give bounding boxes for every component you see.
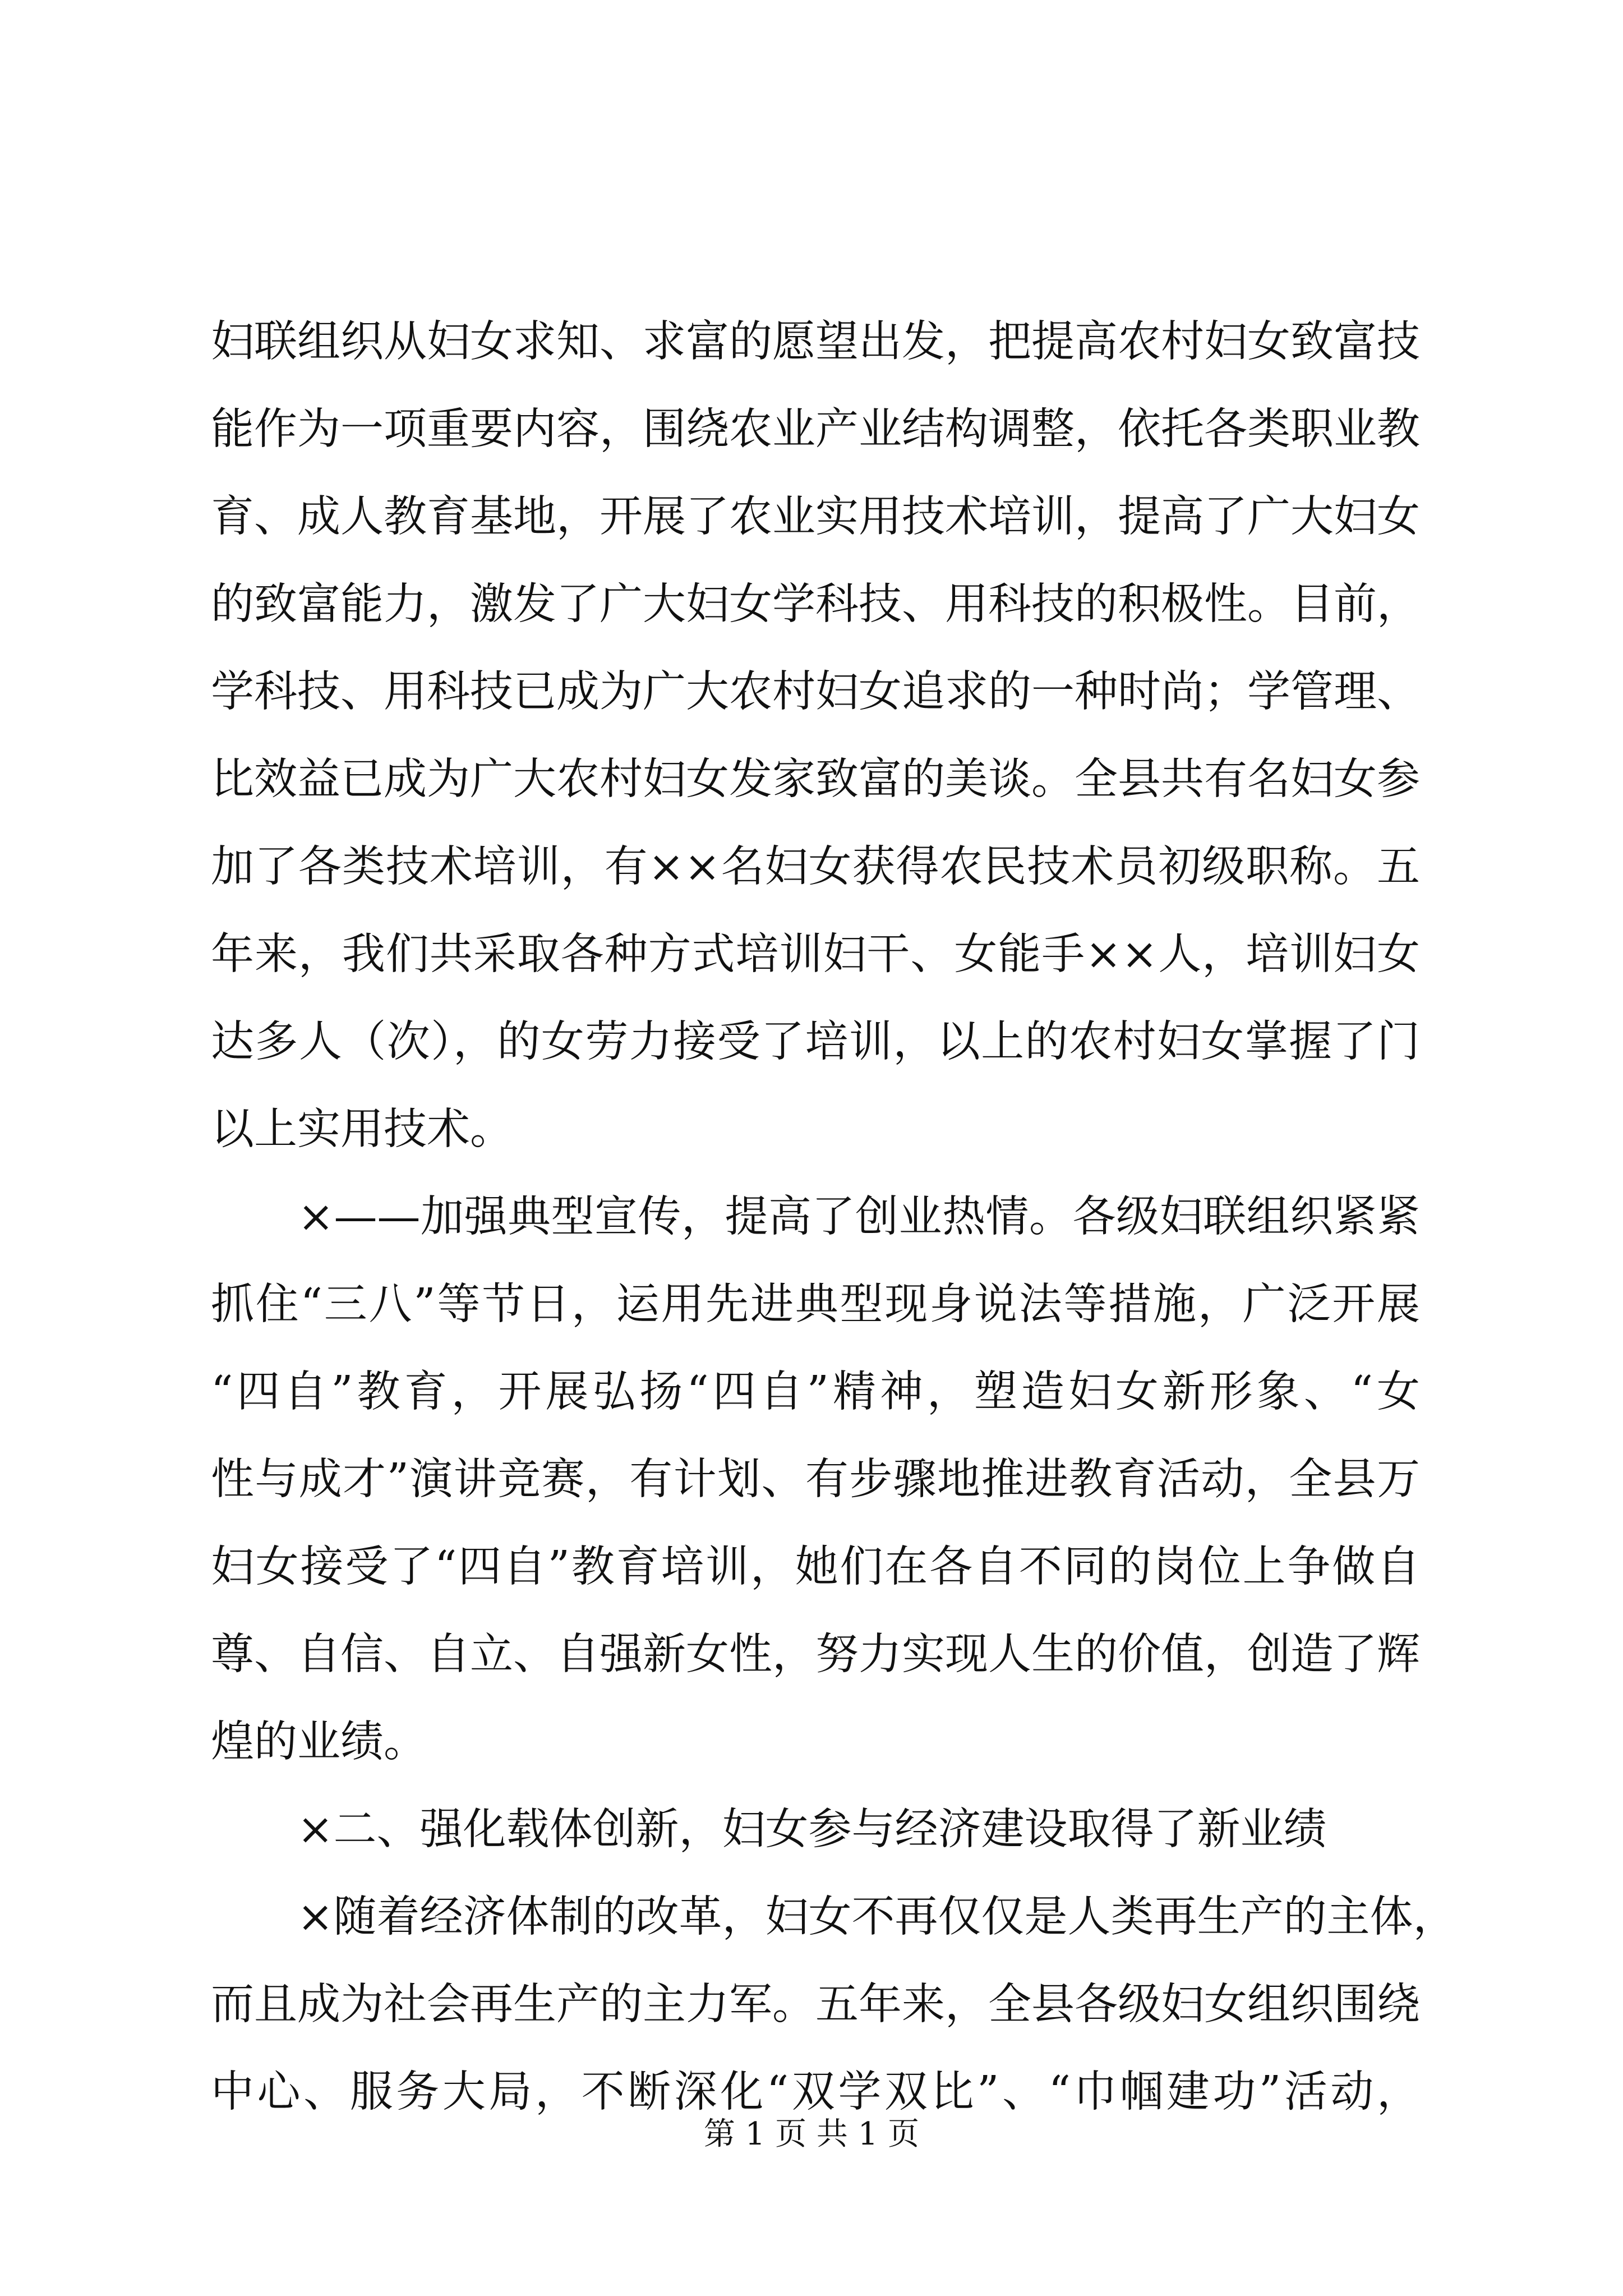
text-line: ×随着经济体制的改革，妇女不再仅仅是人类再生产的主体， [211,1892,1456,1942]
text-line: 比效益已成为广大农村妇女发家致富的美谈。全县共有名妇女参 [211,754,1420,804]
section-heading: ×二、强化载体创新，妇女参与经济建设取得了新业绩 [211,1805,1327,1855]
text-line: “四自”教育，开展弘扬“四自”精神，塑造妇女新形象、“女 [211,1367,1420,1417]
text-line: 抓住“三八”等节日，运用先进典型现身说法等措施，广泛开展 [211,1280,1420,1329]
text-line: 妇女接受了“四自”教育培训，她们在各自不同的岗位上争做自 [211,1542,1420,1592]
text-line: 能作为一项重要内容，围绕农业产业结构调整，依托各类职业教 [211,404,1420,454]
text-line: ×——加强典型宣传，提高了创业热情。各级妇联组织紧紧 [211,1192,1420,1242]
text-line-paragraph-end: 煌的业绩。 [211,1717,427,1767]
text-line: 性与成才”演讲竞赛，有计划、有步骤地推进教育活动，全县万 [211,1455,1420,1504]
text-line: 中心、服务大局，不断深化“双学双比”、“巾帼建功”活动， [211,2067,1420,2117]
text-line: 育、成人教育基地，开展了农业实用技术培训，提高了广大妇女 [211,492,1420,542]
body-text [211,298,1456,2136]
text-line-paragraph-end: 以上实用技术。 [211,1105,513,1154]
text-line: 学科技、用科技已成为广大农村妇女追求的一种时尚；学管理、 [211,667,1420,717]
text-line: 加了各类技术培训，有××名妇女获得农民技术员初级职称。五 [211,842,1420,892]
text-line: 的致富能力，激发了广大妇女学科技、用科技的积极性。目前， [211,579,1420,629]
text-line: 妇联组织从妇女求知、求富的愿望出发，把提高农村妇女致富技 [211,317,1420,367]
text-line: 尊、自信、自立、自强新女性，努力实现人生的价值，创造了辉 [211,1630,1420,1680]
text-line: 年来，我们共采取各种方式培训妇干、女能手××人，培训妇女 [211,930,1420,979]
text-line: 达多人（次），的女劳力接受了培训，以上的农村妇女掌握了门 [211,1017,1420,1067]
text-line: 而且成为社会再生产的主力军。五年来，全县各级妇女组织围绕 [211,1980,1420,2030]
page-footer: 第 1 页 共 1 页 [703,2116,920,2152]
